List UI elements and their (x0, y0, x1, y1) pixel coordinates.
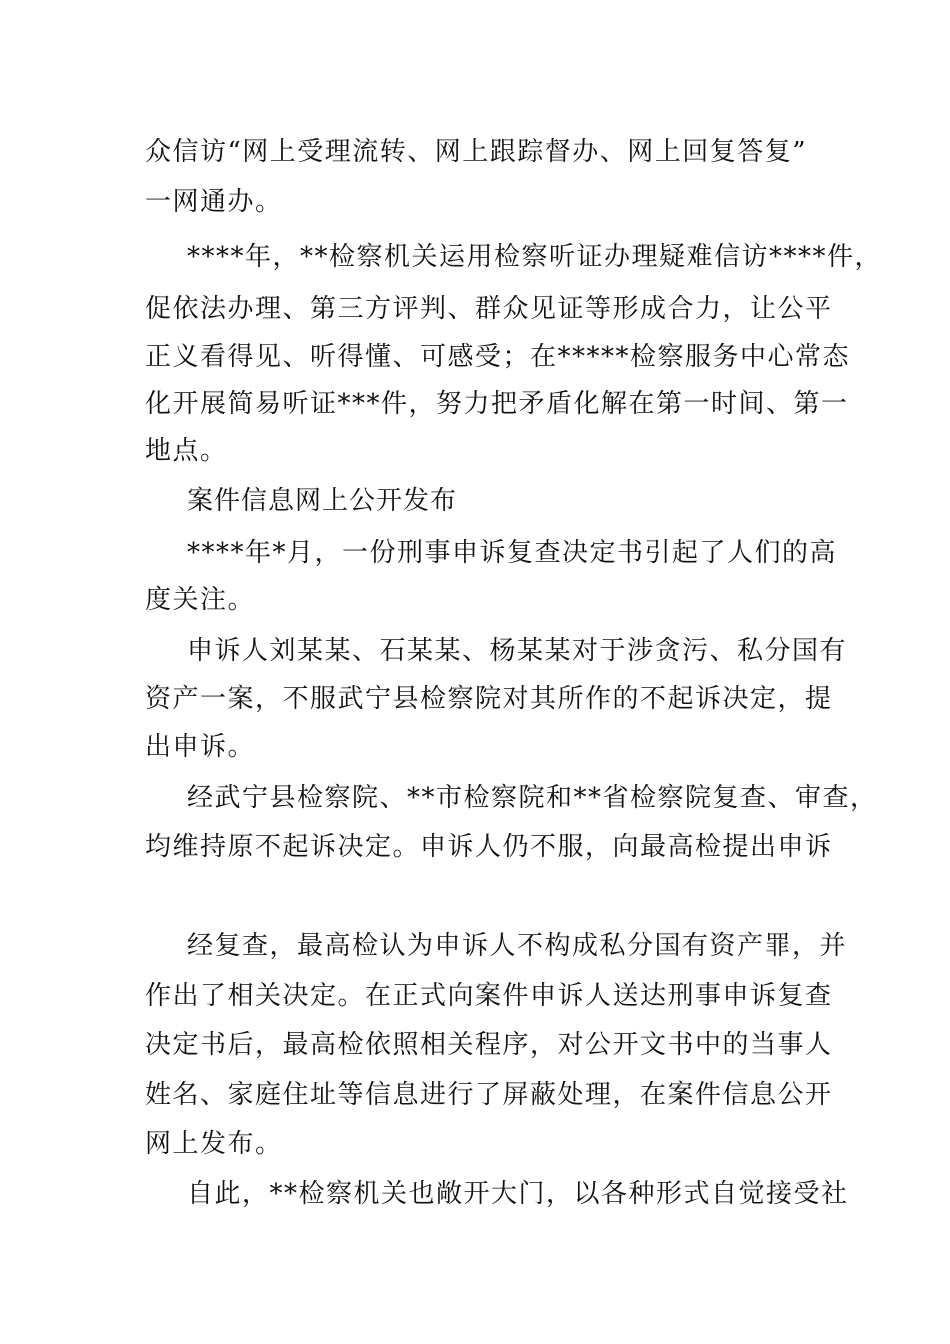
text-line: 化开展简易听证***件，努力把矛盾化解在第一时间、第一 (145, 389, 849, 419)
text-line: 网上发布。 (145, 1129, 283, 1159)
text-line: 作出了相关决定。在正式向案件申诉人送达刑事申诉复查 (145, 981, 833, 1011)
text-line: 地点。 (145, 436, 228, 466)
text-line: 正义看得见、听得懂、可感受；在*****检察服务中心常态 (145, 342, 851, 372)
text-line: 一网通办。 (145, 187, 283, 217)
text-line: 自此，**检察机关也敞开大门，以各种形式自觉接受社 (187, 1179, 849, 1209)
text-line: 度关注。 (145, 585, 256, 615)
text-line: 决定书后，最高检依照相关程序，对公开文书中的当事人 (145, 1030, 833, 1060)
text-line: 姓名、家庭住址等信息进行了屏蔽处理，在案件信息公开 (145, 1080, 833, 1110)
section-heading: 案件信息网上公开发布 (187, 486, 458, 516)
text-line: 经武宁县检察院、**市检察院和**省检察院复查、审查， (187, 783, 878, 813)
text-line: 经复查，最高检认为申诉人不构成私分国有资产罪，并 (187, 931, 848, 961)
text-line: 资产一案，不服武宁县检察院对其所作的不起诉决定，提 (145, 684, 833, 714)
text-line: 申诉人刘某某、石某某、杨某某对于涉贪污、私分国有 (187, 636, 848, 666)
text-line: 出申诉。 (145, 732, 256, 762)
text-line: 众信访“网上受理流转、网上跟踪督办、网上回复答复” (145, 137, 808, 167)
text-line: ****年*月，一份刑事申诉复查决定书引起了人们的高 (187, 538, 838, 568)
text-line: 均维持原不起诉决定。申诉人仍不服，向最高检提出申诉 (145, 832, 833, 862)
text-line: ****年，**检察机关运用检察听证办理疑难信访****件， (187, 242, 883, 272)
text-line: 促依法办理、第三方评判、群众见证等形成合力，让公平 (145, 294, 833, 324)
